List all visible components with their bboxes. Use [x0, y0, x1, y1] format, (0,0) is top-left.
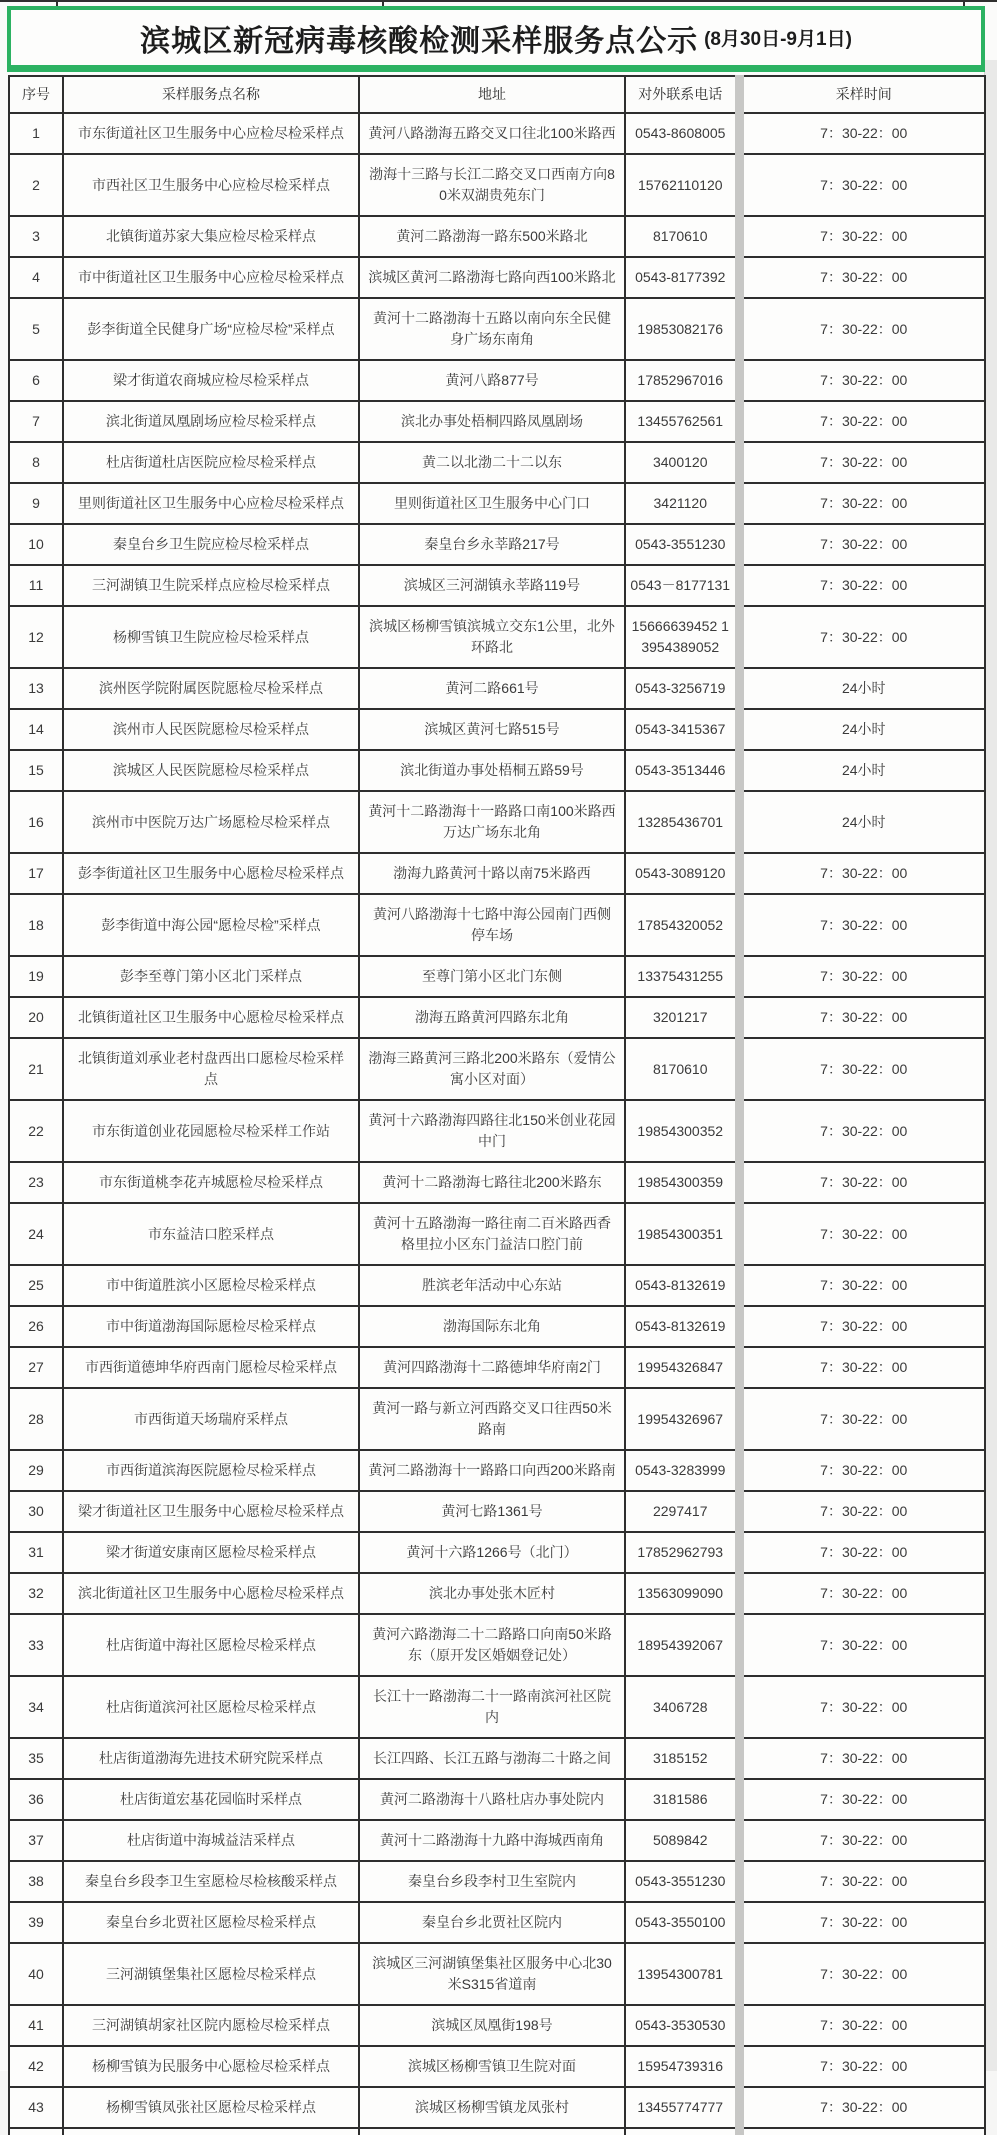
- cell-site-name: 秦皇台乡北贾社区愿检尽检采样点: [63, 1902, 359, 1943]
- cell-phone: 0543-3551230: [625, 1861, 739, 1902]
- cell-serial-number: 1: [9, 113, 63, 154]
- cell-address: 黄河一路与新立河西路交叉口往西50米路南: [359, 1388, 625, 1450]
- cell-phone: 3406728: [625, 1676, 739, 1738]
- table-row: [9, 791, 985, 853]
- cell-sampling-time: 7：30-22：00: [739, 1676, 985, 1738]
- cell-serial-number: 26: [9, 1306, 63, 1347]
- cell-address: 滨城区杨柳雪镇龙凤张村: [359, 2087, 625, 2128]
- cell-sampling-time: 7：30-22：00: [739, 997, 985, 1038]
- cell-site-name: 秦皇台乡卫生院应检尽检采样点: [63, 524, 359, 565]
- cell-sampling-time: 7：30-22：00: [739, 1100, 985, 1162]
- cell-phone: 19854300352: [625, 1100, 739, 1162]
- cell-address: [359, 2128, 625, 2135]
- cell-phone: 13455762561: [625, 401, 739, 442]
- cell-sampling-time: 7：30-22：00: [739, 1532, 985, 1573]
- cell-sampling-time: 7：30-22：00: [739, 1779, 985, 1820]
- cell-phone: 8170610: [625, 1038, 739, 1100]
- table-row: [9, 997, 985, 1038]
- cell-site-name: 滨城区人民医院愿检尽检采样点: [63, 750, 359, 791]
- cell-serial-number: 9: [9, 483, 63, 524]
- header-row: [9, 76, 985, 113]
- table-row: [9, 298, 985, 360]
- cell-site-name: 滨北街道凤凰剧场应检尽检采样点: [63, 401, 359, 442]
- cell-address: 秦皇台乡北贾社区院内: [359, 1902, 625, 1943]
- cell-address: 渤海五路黄河四路东北角: [359, 997, 625, 1038]
- cell-serial-number: 41: [9, 2005, 63, 2046]
- cell-serial-number: 21: [9, 1038, 63, 1100]
- cell-site-name: 市西街道天场瑞府采样点: [63, 1388, 359, 1450]
- cell-serial-number: 35: [9, 1738, 63, 1779]
- cell-address: 至尊门第小区北门东侧: [359, 956, 625, 997]
- table-row: [9, 1532, 985, 1573]
- table-row: [9, 1943, 985, 2005]
- cell-phone: 15666639452 13954389052: [625, 606, 739, 668]
- sampling-points-table: [8, 75, 986, 2135]
- cell-site-name: 市西社区卫生服务中心应检尽检采样点: [63, 154, 359, 216]
- cell-serial-number: 5: [9, 298, 63, 360]
- cell-phone: [625, 2128, 739, 2135]
- cell-address: 黄河二路渤海十一路路口向西200米路南: [359, 1450, 625, 1491]
- cell-phone: 19853082176: [625, 298, 739, 360]
- cell-site-name: 市西街道滨海医院愿检尽检采样点: [63, 1450, 359, 1491]
- table-row: [9, 113, 985, 154]
- cell-sampling-time: 7：30-22：00: [739, 1573, 985, 1614]
- cell-site-name: 里则街道社区卫生服务中心应检尽检采样点: [63, 483, 359, 524]
- cell-site-name: 彭李街道社区卫生服务中心愿检尽检采样点: [63, 853, 359, 894]
- table-row: [9, 606, 985, 668]
- cell-sampling-time: 7：30-22：00: [739, 1902, 985, 1943]
- cell-site-name: 市中街道胜滨小区愿检尽检采样点: [63, 1265, 359, 1306]
- table-row: [9, 853, 985, 894]
- table-row: [9, 483, 985, 524]
- scan-top-line: [0, 0, 997, 2]
- cell-serial-number: 3: [9, 216, 63, 257]
- cell-site-name: 市东益洁口腔采样点: [63, 1203, 359, 1265]
- cell-sampling-time: 7：30-22：00: [739, 113, 985, 154]
- cell-address: 长江四路、长江五路与渤海二十路之间: [359, 1738, 625, 1779]
- cell-phone: 17852967016: [625, 360, 739, 401]
- cell-phone: 19954326967: [625, 1388, 739, 1450]
- cell-sampling-time: 7：30-22：00: [739, 565, 985, 606]
- cell-sampling-time: 7：30-22：00: [739, 853, 985, 894]
- cell-sampling-time: 7：30-22：00: [739, 1306, 985, 1347]
- title-date-range: (8月30日-9月1日): [704, 29, 852, 50]
- cell-sampling-time: 24小时: [739, 791, 985, 853]
- cell-address: 黄河十六路渤海四路往北150米创业花园中门: [359, 1100, 625, 1162]
- cell-address: 黄河十六路1266号（北门）: [359, 1532, 625, 1573]
- table-row: [9, 216, 985, 257]
- cell-serial-number: 37: [9, 1820, 63, 1861]
- cell-address: 黄河四路渤海十二路德坤华府南2门: [359, 1347, 625, 1388]
- cell-address: 黄河二路渤海十八路杜店办事处院内: [359, 1779, 625, 1820]
- cell-serial-number: 31: [9, 1532, 63, 1573]
- cell-serial-number: 34: [9, 1676, 63, 1738]
- cell-address: 滨城区杨柳雪镇滨城立交东1公里，北外环路北: [359, 606, 625, 668]
- cell-sampling-time: 7：30-22：00: [739, 1861, 985, 1902]
- cell-site-name: 彭李街道中海公园“愿检尽检”采样点: [63, 894, 359, 956]
- cell-site-name: 市西街道德坤华府西南门愿检尽检采样点: [63, 1347, 359, 1388]
- cell-serial-number: 30: [9, 1491, 63, 1532]
- cell-site-name: 市东街道社区卫生服务中心应检尽检采样点: [63, 113, 359, 154]
- table-row: [9, 1388, 985, 1450]
- cell-phone: 3421120: [625, 483, 739, 524]
- cell-phone: 15762110120: [625, 154, 739, 216]
- cell-serial-number: 28: [9, 1388, 63, 1450]
- cell-site-name: 杜店街道中海城益洁采样点: [63, 1820, 359, 1861]
- cell-site-name: 杜店街道渤海先进技术研究院采样点: [63, 1738, 359, 1779]
- cell-sampling-time: 7：30-22：00: [739, 216, 985, 257]
- table-row: [9, 2005, 985, 2046]
- title-box: [7, 6, 985, 72]
- cell-sampling-time: 7：30-22：00: [739, 1203, 985, 1265]
- cell-address: 黄河十二路渤海十五路以南向东全民健身广场东南角: [359, 298, 625, 360]
- cell-sampling-time: 7：30-22：00: [739, 524, 985, 565]
- table-row: [9, 257, 985, 298]
- table-body: [9, 113, 985, 2135]
- cell-serial-number: 17: [9, 853, 63, 894]
- cell-address: 胜滨老年活动中心东站: [359, 1265, 625, 1306]
- cell-address: 黄河七路1361号: [359, 1491, 625, 1532]
- cell-site-name: 滨州市人民医院愿检尽检采样点: [63, 709, 359, 750]
- cell-phone: 0543-8608005: [625, 113, 739, 154]
- cell-sampling-time: 7：30-22：00: [739, 401, 985, 442]
- cell-site-name: 北镇街道社区卫生服务中心愿检尽检采样点: [63, 997, 359, 1038]
- cell-site-name: 滨北街道社区卫生服务中心愿检尽检采样点: [63, 1573, 359, 1614]
- cell-sampling-time: 7：30-22：00: [739, 1450, 985, 1491]
- cell-address: 渤海九路黄河十路以南75米路西: [359, 853, 625, 894]
- cell-site-name: 杜店街道中海社区愿检尽检采样点: [63, 1614, 359, 1676]
- cell-phone: 3185152: [625, 1738, 739, 1779]
- table-row: [9, 894, 985, 956]
- cell-site-name: 梁才街道农商城应检尽检采样点: [63, 360, 359, 401]
- cell-sampling-time: 7：30-22：00: [739, 1265, 985, 1306]
- table-row: [9, 1614, 985, 1676]
- cell-serial-number: 22: [9, 1100, 63, 1162]
- cell-sampling-time: 24小时: [739, 750, 985, 791]
- cell-serial-number: 43: [9, 2087, 63, 2128]
- cell-phone: 0543-3513446: [625, 750, 739, 791]
- col-header-name: 采样服务点名称: [63, 76, 359, 113]
- cell-address: 黄河六路渤海二十二路路口向南50米路东（原开发区婚姻登记处）: [359, 1614, 625, 1676]
- cell-serial-number: 40: [9, 1943, 63, 2005]
- cell-sampling-time: 7：30-22：00: [739, 1162, 985, 1203]
- cell-site-name: 杜店街道宏基花园临时采样点: [63, 1779, 359, 1820]
- cell-phone: 19854300359: [625, 1162, 739, 1203]
- cell-phone: 0543-3256719: [625, 668, 739, 709]
- col-header-phone: 对外联系电话: [625, 76, 739, 113]
- cell-site-name: 杨柳雪镇卫生院应检尽检采样点: [63, 606, 359, 668]
- cell-phone: 0543-3551230: [625, 524, 739, 565]
- cell-sampling-time: 7：30-22：00: [739, 1943, 985, 2005]
- table-row: [9, 1203, 985, 1265]
- cell-site-name: 彭李街道全民健身广场“应检尽检”采样点: [63, 298, 359, 360]
- cell-sampling-time: 7：30-22：00: [739, 483, 985, 524]
- cell-phone: 18954392067: [625, 1614, 739, 1676]
- cell-address: 滨城区杨柳雪镇卫生院对面: [359, 2046, 625, 2087]
- table-row: [9, 1573, 985, 1614]
- cell-site-name: 三河湖镇胡家社区院内愿检尽检采样点: [63, 2005, 359, 2046]
- cell-sampling-time: 7：30-22：00: [739, 894, 985, 956]
- cell-serial-number: 2: [9, 154, 63, 216]
- col-header-time: 采样时间: [739, 76, 985, 113]
- cell-serial-number: 20: [9, 997, 63, 1038]
- cell-sampling-time: 7：30-22：00: [739, 606, 985, 668]
- table-row: [9, 750, 985, 791]
- page-title: 滨城区新冠病毒核酸检测采样服务点公示: [140, 24, 699, 58]
- cell-phone: 8170610: [625, 216, 739, 257]
- cell-serial-number: 7: [9, 401, 63, 442]
- cell-serial-number: 13: [9, 668, 63, 709]
- table-row: [9, 709, 985, 750]
- cell-serial-number: 27: [9, 1347, 63, 1388]
- cell-serial-number: 11: [9, 565, 63, 606]
- table-row: [9, 668, 985, 709]
- cell-serial-number: 33: [9, 1614, 63, 1676]
- table-row: [9, 1162, 985, 1203]
- cell-address: 渤海十三路与长江二路交叉口西南方向80米双湖贵苑东门: [359, 154, 625, 216]
- cell-address: 渤海国际东北角: [359, 1306, 625, 1347]
- cell-site-name: 市东街道桃李花卉城愿检尽检采样点: [63, 1162, 359, 1203]
- cell-site-name: 市中街道渤海国际愿检尽检采样点: [63, 1306, 359, 1347]
- table-row: [9, 1491, 985, 1532]
- cell-address: 滨城区三河湖镇堡集社区服务中心北30米S315省道南: [359, 1943, 625, 2005]
- table-row: [9, 2128, 985, 2135]
- cell-sampling-time: 7：30-22：00: [739, 1347, 985, 1388]
- table-row: [9, 1738, 985, 1779]
- cell-serial-number: 36: [9, 1779, 63, 1820]
- cell-serial-number: 16: [9, 791, 63, 853]
- cell-phone: 17854320052: [625, 894, 739, 956]
- cell-address: 黄二以北渤二十二以东: [359, 442, 625, 483]
- cell-serial-number: 24: [9, 1203, 63, 1265]
- cell-address: 黄河十二路渤海十一路路口南100米路西万达广场东北角: [359, 791, 625, 853]
- cell-sampling-time: 7：30-22：00: [739, 956, 985, 997]
- table-row: [9, 401, 985, 442]
- cell-phone: 3400120: [625, 442, 739, 483]
- cell-address: 黄河十五路渤海一路往南二百米路西香格里拉小区东门益洁口腔门前: [359, 1203, 625, 1265]
- cell-phone: 13954300781: [625, 1943, 739, 2005]
- cell-site-name: 杨柳雪镇为民服务中心愿检尽检采样点: [63, 2046, 359, 2087]
- cell-site-name: 梁才街道社区卫生服务中心愿检尽检采样点: [63, 1491, 359, 1532]
- cell-sampling-time: 7：30-22：00: [739, 1038, 985, 1100]
- cell-sampling-time: [739, 2128, 985, 2135]
- cell-site-name: 北镇街道刘承业老村盘西出口愿检尽检采样点: [63, 1038, 359, 1100]
- cell-serial-number: 10: [9, 524, 63, 565]
- table-row: [9, 1779, 985, 1820]
- cell-serial-number: 29: [9, 1450, 63, 1491]
- cell-site-name: [63, 2128, 359, 2135]
- cell-address: 滨北街道办事处梧桐五路59号: [359, 750, 625, 791]
- table-row: [9, 1861, 985, 1902]
- table-row: [9, 1820, 985, 1861]
- cell-address: 黄河八路渤海十七路中海公园南门西侧停车场: [359, 894, 625, 956]
- cell-serial-number: 4: [9, 257, 63, 298]
- cell-serial-number: 15: [9, 750, 63, 791]
- cell-address: 秦皇台乡永莘路217号: [359, 524, 625, 565]
- cell-sampling-time: 7：30-22：00: [739, 1738, 985, 1779]
- table-row: [9, 1306, 985, 1347]
- cell-address: 黄河十二路渤海七路往北200米路东: [359, 1162, 625, 1203]
- cell-phone: 0543-3530530: [625, 2005, 739, 2046]
- cell-phone: 19854300351: [625, 1203, 739, 1265]
- cell-serial-number: 19: [9, 956, 63, 997]
- cell-serial-number: 14: [9, 709, 63, 750]
- cell-site-name: 彭李至尊门第小区北门采样点: [63, 956, 359, 997]
- table-row: [9, 2046, 985, 2087]
- cell-phone: 3201217: [625, 997, 739, 1038]
- cell-serial-number: 32: [9, 1573, 63, 1614]
- table-row: [9, 1265, 985, 1306]
- cell-address: 黄河二路渤海一路东500米路北: [359, 216, 625, 257]
- cell-address: 滨北办事处张木匠村: [359, 1573, 625, 1614]
- cell-sampling-time: 7：30-22：00: [739, 2087, 985, 2128]
- cell-address: 黄河二路661号: [359, 668, 625, 709]
- cell-phone: 13375431255: [625, 956, 739, 997]
- table-row: [9, 1347, 985, 1388]
- cell-phone: 3181586: [625, 1779, 739, 1820]
- cell-site-name: 滨州市中医院万达广场愿检尽检采样点: [63, 791, 359, 853]
- cell-sampling-time: 7：30-22：00: [739, 257, 985, 298]
- cell-address: 渤海三路黄河三路北200米路东（爱情公寓小区对面）: [359, 1038, 625, 1100]
- cell-site-name: 梁才街道安康南区愿检尽检采样点: [63, 1532, 359, 1573]
- cell-phone: 0543－8177131: [625, 565, 739, 606]
- cell-site-name: 市中街道社区卫生服务中心应检尽检采样点: [63, 257, 359, 298]
- cell-site-name: 秦皇台乡段李卫生室愿检尽检核酸采样点: [63, 1861, 359, 1902]
- cell-phone: 17852962793: [625, 1532, 739, 1573]
- cell-address: 滨城区黄河七路515号: [359, 709, 625, 750]
- cell-serial-number: 38: [9, 1861, 63, 1902]
- cell-phone: 15954739316: [625, 2046, 739, 2087]
- cell-sampling-time: 7：30-22：00: [739, 2005, 985, 2046]
- cell-site-name: 北镇街道苏家大集应检尽检采样点: [63, 216, 359, 257]
- cell-serial-number: 42: [9, 2046, 63, 2087]
- cell-address: 滨北办事处梧桐四路凤凰剧场: [359, 401, 625, 442]
- cell-address: 滨城区三河湖镇永莘路119号: [359, 565, 625, 606]
- table-row: [9, 2087, 985, 2128]
- col-header-no: 序号: [9, 76, 63, 113]
- cell-address: 秦皇台乡段李村卫生室院内: [359, 1861, 625, 1902]
- cell-phone: 13563099090: [625, 1573, 739, 1614]
- cell-address: 黄河八路877号: [359, 360, 625, 401]
- cell-sampling-time: 24小时: [739, 709, 985, 750]
- cell-phone: 0543-8132619: [625, 1306, 739, 1347]
- cell-phone: 2297417: [625, 1491, 739, 1532]
- cell-site-name: 三河湖镇堡集社区愿检尽检采样点: [63, 1943, 359, 2005]
- cell-site-name: 滨州医学院附属医院愿检尽检采样点: [63, 668, 359, 709]
- cell-sampling-time: 7：30-22：00: [739, 1491, 985, 1532]
- cell-phone: 0543-8132619: [625, 1265, 739, 1306]
- cell-address: 里则街道社区卫生服务中心门口: [359, 483, 625, 524]
- cell-address: 长江十一路渤海二十一路南滨河社区院内: [359, 1676, 625, 1738]
- cell-phone: 0543-3415367: [625, 709, 739, 750]
- cell-sampling-time: 7：30-22：00: [739, 1614, 985, 1676]
- cell-serial-number: 25: [9, 1265, 63, 1306]
- cell-serial-number: 12: [9, 606, 63, 668]
- cell-sampling-time: 7：30-22：00: [739, 1820, 985, 1861]
- cell-phone: 0543-3283999: [625, 1450, 739, 1491]
- cell-site-name: 三河湖镇卫生院采样点应检尽检采样点: [63, 565, 359, 606]
- cell-phone: 13285436701: [625, 791, 739, 853]
- cell-address: 滨城区凤凰街198号: [359, 2005, 625, 2046]
- cell-serial-number: 23: [9, 1162, 63, 1203]
- cell-site-name: 市东街道创业花园愿检尽检采样工作站: [63, 1100, 359, 1162]
- cell-phone: 0543-3550100: [625, 1902, 739, 1943]
- cell-sampling-time: 7：30-22：00: [739, 1388, 985, 1450]
- cell-site-name: 杨柳雪镇凤张社区愿检尽检采样点: [63, 2087, 359, 2128]
- cell-sampling-time: 7：30-22：00: [739, 360, 985, 401]
- table-row: [9, 1902, 985, 1943]
- cell-serial-number: 6: [9, 360, 63, 401]
- col-header-address: 地址: [359, 76, 625, 113]
- cell-serial-number: 18: [9, 894, 63, 956]
- cell-serial-number: 39: [9, 1902, 63, 1943]
- cell-address: 滨城区黄河二路渤海七路向西100米路北: [359, 257, 625, 298]
- table-row: [9, 524, 985, 565]
- table-row: [9, 1676, 985, 1738]
- cell-serial-number: [9, 2128, 63, 2135]
- cell-sampling-time: 7：30-22：00: [739, 298, 985, 360]
- cell-sampling-time: 24小时: [739, 668, 985, 709]
- table-row: [9, 956, 985, 997]
- cell-site-name: 杜店街道杜店医院应检尽检采样点: [63, 442, 359, 483]
- table-row: [9, 1100, 985, 1162]
- table-row: [9, 1450, 985, 1491]
- cell-sampling-time: 7：30-22：00: [739, 154, 985, 216]
- table-row: [9, 565, 985, 606]
- cell-phone: 13455774777: [625, 2087, 739, 2128]
- cell-address: 黄河十二路渤海十九路中海城西南角: [359, 1820, 625, 1861]
- cell-sampling-time: 7：30-22：00: [739, 442, 985, 483]
- cell-address: 黄河八路渤海五路交叉口往北100米路西: [359, 113, 625, 154]
- cell-site-name: 杜店街道滨河社区愿检尽检采样点: [63, 1676, 359, 1738]
- table-row: [9, 442, 985, 483]
- table-row: [9, 360, 985, 401]
- cell-phone: 0543-3089120: [625, 853, 739, 894]
- cell-phone: 5089842: [625, 1820, 739, 1861]
- cell-sampling-time: 7：30-22：00: [739, 2046, 985, 2087]
- cell-phone: 0543-8177392: [625, 257, 739, 298]
- cell-phone: 19954326847: [625, 1347, 739, 1388]
- table-row: [9, 1038, 985, 1100]
- table-row: [9, 154, 985, 216]
- cell-serial-number: 8: [9, 442, 63, 483]
